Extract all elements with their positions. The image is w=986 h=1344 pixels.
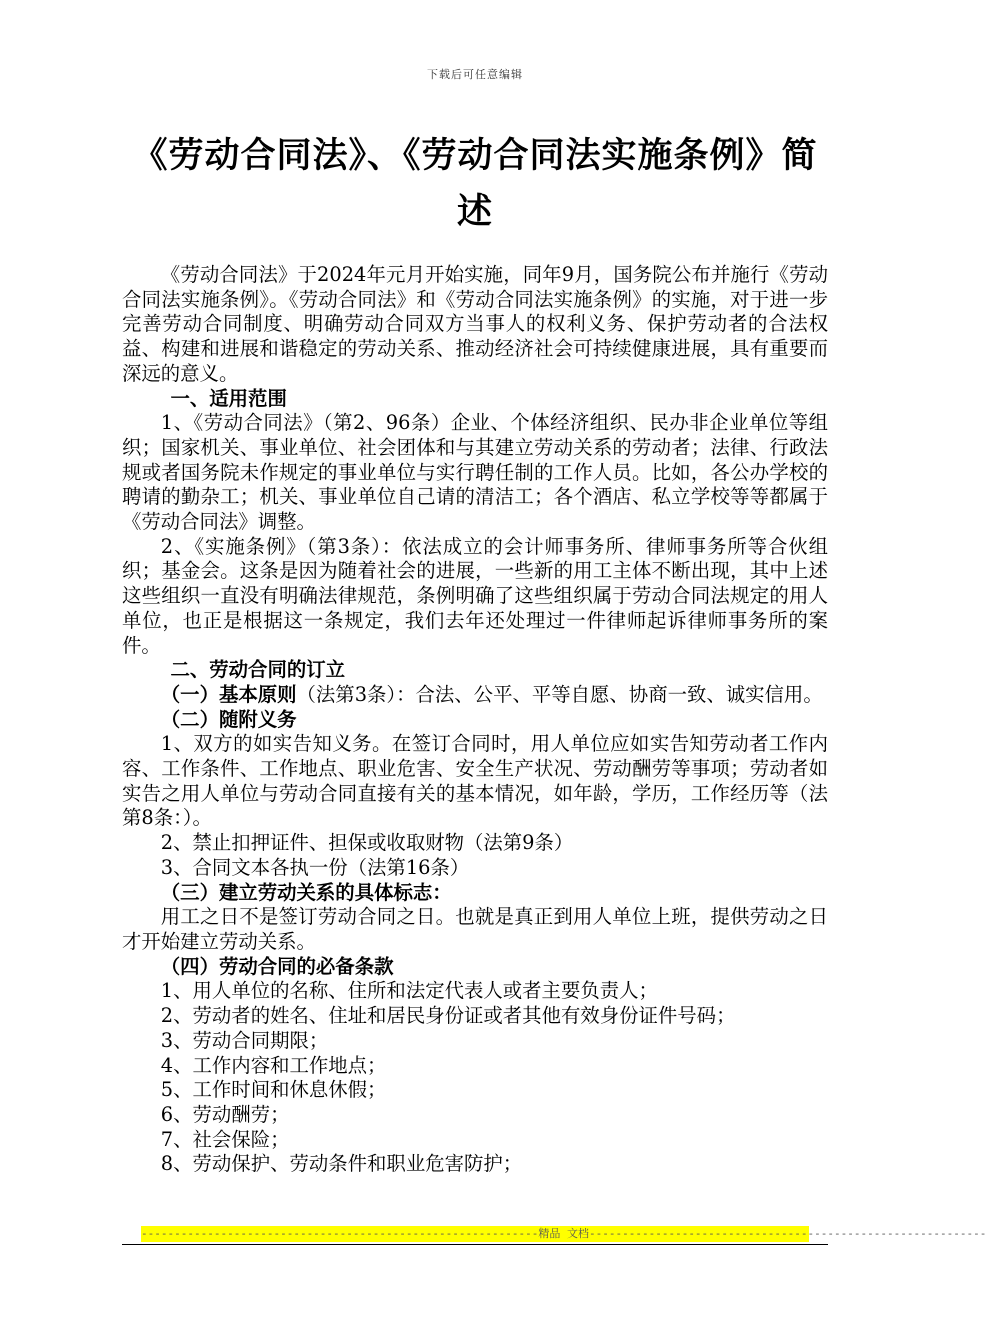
section1-item2: 2、《实施条例》（第3条）：依法成立的会计师事务所、律师事务所等合伙组织；基金会。这条是因为随着社会的进展，一些新的用工主体不断出现，其中上述这些组织一直没有明确法律规范，条例明确了这些组织属于劳动合同法规定的用人单位，也正是根据这一条规定，我们去年还处理过一件律师起诉律师事务所的案件。: [122, 534, 828, 657]
sub4-item: 3、劳动合同期限；: [160, 1028, 329, 1052]
section2-heading: 二、劳动合同的订立: [170, 658, 346, 682]
sub1-heading: （一）基本原则: [160, 682, 297, 706]
section1-item1: 1、《劳动合同法》（第2、96条）企业、个体经济组织、民办非企业单位等组织；国家机关、事业单位、社会团体和与其建立劳动关系的劳动者；法律、行政法规或者国务院未作规定的事业单位与实行聘任制的工作人员。比如，各公办学校的聘请的勤杂工；机关、事业单位自己请的清洁工；各个酒店、私立学校等等都属于《劳动合同法》调整。: [122, 411, 828, 534]
header-note: 下载后可任意编辑: [427, 68, 523, 81]
sub2-heading: （二）随附义务: [160, 707, 297, 731]
footer-banner: ------------------------------------------------------------精品 文档------------------------------------------------------------: [141, 1227, 986, 1240]
footer-divider: [122, 1244, 828, 1245]
sub2-item3: 3、合同文本各执一份（法第16条）: [160, 855, 470, 879]
sub3-heading: （三）建立劳动关系的具体标志：: [160, 880, 452, 904]
sub4-item: 4、工作内容和工作地点；: [160, 1053, 387, 1077]
intro-paragraph: 《劳动合同法》于2024年元月开始实施，同年9月，国务院公布并施行《劳动合同法实施条例》。《劳动合同法》和《劳动合同法实施条例》的实施，对于进一步完善劳动合同制度、明确劳动合同双方当事人的权利义务、保护劳动者的合法权益、构建和进展和谐稳定的劳动关系、推动经济社会可持续健康进展，具有重要而深远的意义。: [122, 263, 828, 385]
sub4-heading: （四）劳动合同的必备条款: [160, 954, 394, 978]
sub4-item: 2、劳动者的姓名、住址和居民身份证或者其他有效身份证件号码；: [160, 1004, 736, 1028]
sub4-item: 1、用人单位的名称、住所和法定代表人或者主要负责人；: [160, 979, 658, 1003]
sub4-item: 6、劳动酬劳；: [160, 1102, 290, 1126]
document-body: [122, 263, 828, 1177]
section1-heading: 一、适用范围: [170, 386, 287, 410]
sub2-item2: 2、禁止扣押证件、担保或收取财物（法第9条）: [160, 831, 574, 855]
sub2-item1: 1、双方的如实告知义务。在签订合同时，用人单位应如实告知劳动者工作内容、工作条件、工作地点、职业危害、安全生产状况、劳动酬劳等事项；劳动者如实告之用人单位与劳动合同直接有关的基本情况，如年龄，学历，工作经历等（法第8条：）。: [122, 732, 828, 830]
sub4-item: 8、劳动保护、劳动条件和职业危害防护；: [160, 1152, 523, 1176]
page-title: 《劳动合同法》、《劳动合同法实施条例》简述: [132, 136, 818, 232]
sub4-item: 7、社会保险；: [160, 1127, 290, 1151]
section2-sub1: [122, 683, 828, 708]
sub4-item: 5、工作时间和休息休假；: [160, 1078, 387, 1102]
sub3-text: 用工之日不是签订劳动合同之日。也就是真正到用人单位上班，提供劳动之日才开始建立劳动关系。: [122, 905, 828, 953]
sub1-text: （法第3条）：合法、公平、平等自愿、协商一致、诚实信用。: [296, 682, 823, 706]
